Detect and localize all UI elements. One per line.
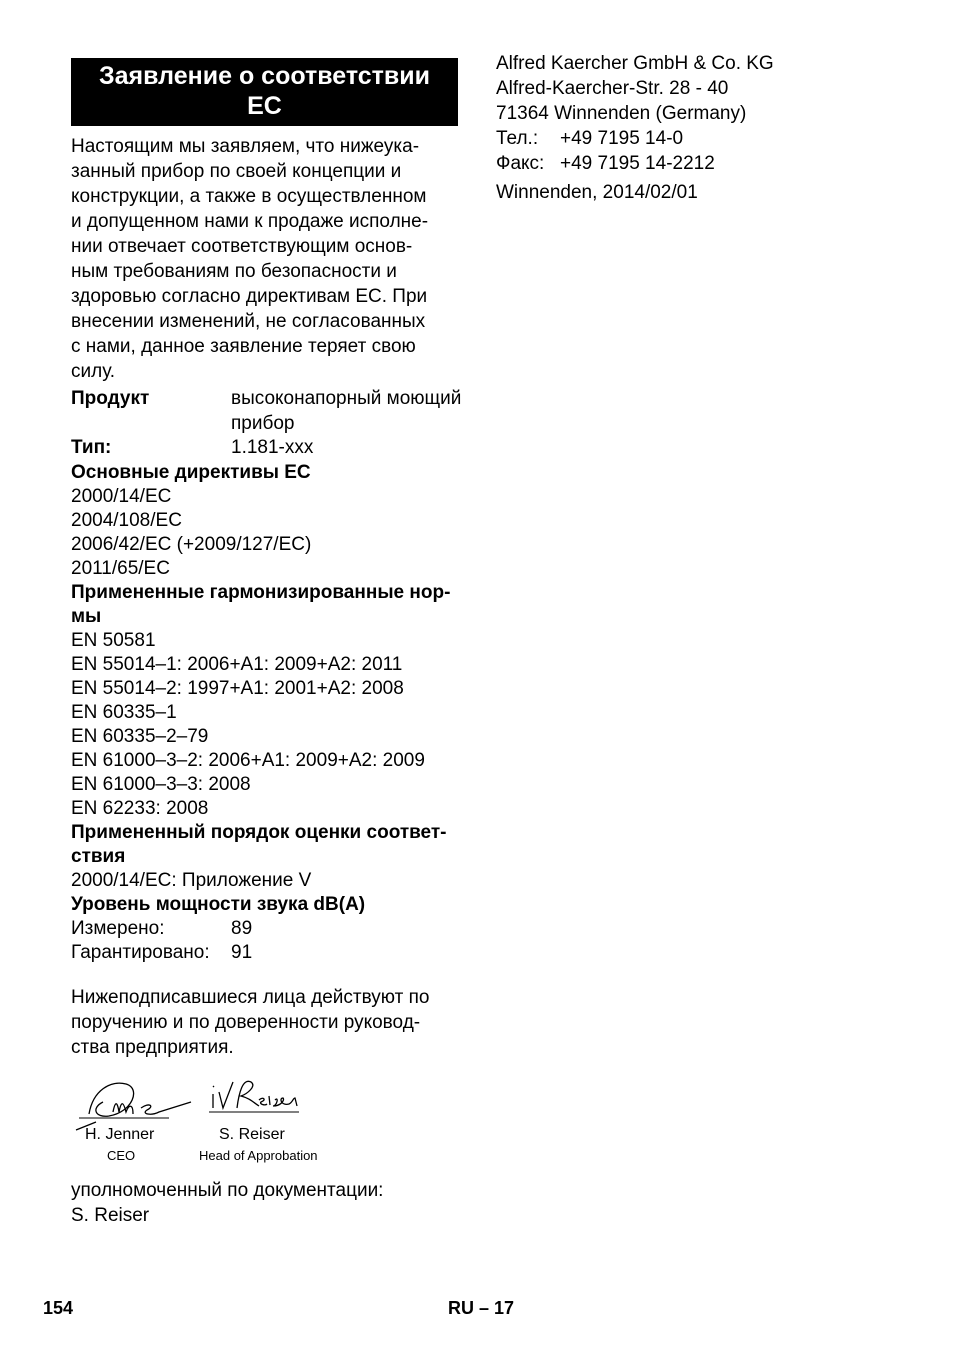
page-title: Заявление о соответствии ЕС: [71, 58, 458, 126]
sound-guaranteed-row: [71, 941, 483, 965]
signatory-1-name: H. Jenner: [85, 1125, 155, 1143]
intro-line: внесении изменений, не согласованных: [71, 311, 426, 332]
fax-label: Факс:: [496, 153, 545, 174]
phone-row: [496, 126, 916, 151]
norms-heading: Примененные гармонизированные нор-: [71, 581, 451, 603]
directive-item: 2006/42/EC (+2009/127/EC): [71, 533, 312, 555]
product-value: высоконапорный моющий прибор: [231, 388, 462, 434]
intro-line: с нами, данное заявление теряет свою: [71, 336, 416, 357]
norm-item: EN 55014–2: 1997+A1: 2001+A2: 2008: [71, 677, 404, 699]
address-line: 71364 Winnenden (Germany): [496, 103, 747, 124]
doc-authorized-name: S. Reiser: [71, 1204, 150, 1226]
right-column: [496, 51, 916, 205]
type-row: [71, 436, 483, 461]
left-column: [71, 58, 483, 1228]
signatory-1-role: CEO: [107, 1147, 136, 1163]
intro-line: Настоящим мы заявляем, что нижеука-: [71, 136, 420, 157]
norm-item: EN 60335–1: [71, 701, 177, 723]
type-label: Тип:: [71, 437, 112, 458]
doc-authorized-label: уполномоченный по документации:: [71, 1179, 384, 1201]
type-value: 1.181-xxx: [231, 437, 314, 458]
fax-value: +49 7195 14-2212: [560, 153, 715, 174]
sound-measured-value: 89: [231, 917, 253, 939]
product-row: [71, 387, 483, 436]
closing-line: поручению и по доверенности руковод-: [71, 1011, 421, 1033]
norm-item: EN 62233: 2008: [71, 797, 209, 819]
assessment-value: 2000/14/EC: Приложение V: [71, 869, 312, 891]
intro-line: здоровью согласно директивам ЕС. При: [71, 286, 428, 307]
company-address: [496, 51, 916, 205]
signatory-2-name: S. Reiser: [219, 1125, 285, 1143]
intro-paragraph: [71, 134, 483, 384]
sound-measured-row: [71, 917, 483, 941]
phone-label: Тел.:: [496, 128, 539, 149]
address-line: Alfred-Kaercher-Str. 28 - 40: [496, 78, 729, 99]
sound-measured-label: Измерено:: [71, 917, 165, 939]
intro-line: конструкции, а также в осуществленном: [71, 186, 427, 207]
sound-heading: Уровень мощности звука dB(A): [71, 893, 366, 915]
closing-line: Нижеподписавшиеся лица действуют по: [71, 986, 430, 1008]
signature-jenner-image: [71, 1072, 201, 1132]
product-label: Продукт: [71, 388, 150, 409]
directives-heading: Основные директивы ЕС: [71, 461, 311, 483]
norms-heading: мы: [71, 605, 102, 627]
closing-line: ства предприятия.: [71, 1036, 234, 1058]
phone-value: +49 7195 14-0: [560, 128, 684, 149]
intro-line: и допущенном нами к продаже исполне-: [71, 211, 429, 232]
signature-block: [71, 1068, 483, 1178]
directive-item: 2011/65/EC: [71, 557, 170, 579]
address-line: Alfred Kaercher GmbH & Co. KG: [496, 53, 774, 74]
place-date: Winnenden, 2014/02/01: [496, 182, 698, 203]
assessment-heading: ствия: [71, 845, 126, 867]
norm-item: EN 55014–1: 2006+A1: 2009+A2: 2011: [71, 653, 403, 675]
norm-item: EN 61000–3–3: 2008: [71, 773, 251, 795]
sound-guaranteed-label: Гарантировано:: [71, 941, 210, 963]
closing-paragraph: [71, 985, 483, 1060]
fax-row: [496, 151, 916, 176]
directive-item: 2000/14/EC: [71, 485, 172, 507]
intro-line: занный прибор по своей концепции и: [71, 161, 402, 182]
signatory-2-role: Head of Approbation: [199, 1147, 318, 1163]
intro-line: нии отвечает соответствующим основ-: [71, 236, 413, 257]
intro-line: силу.: [71, 361, 116, 382]
directive-item: 2004/108/EC: [71, 509, 182, 531]
norm-item: EN 50581: [71, 629, 156, 651]
page-number: 154: [43, 1298, 74, 1318]
signature-reiser-image: [207, 1072, 307, 1122]
norm-item: EN 61000–3–2: 2006+A1: 2009+A2: 2009: [71, 749, 425, 771]
assessment-heading: Примененный порядок оценки соответ-: [71, 821, 447, 843]
sound-guaranteed-value: 91: [231, 941, 253, 963]
intro-line: ным требованиям по безопасности и: [71, 261, 397, 282]
norm-item: EN 60335–2–79: [71, 725, 209, 747]
section-page: RU – 17: [448, 1298, 515, 1318]
